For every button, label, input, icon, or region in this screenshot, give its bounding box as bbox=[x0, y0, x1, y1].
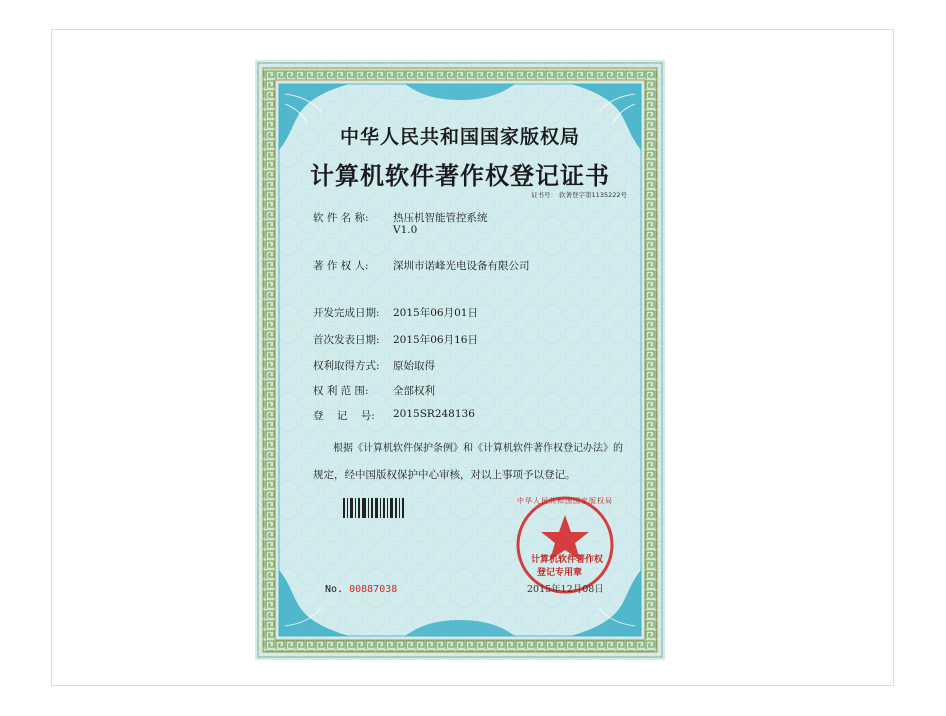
field-value-version: V1.0 bbox=[393, 224, 418, 236]
copyright-certificate bbox=[255, 60, 665, 660]
field-label-owner: 著 作 权 人: bbox=[313, 260, 369, 272]
field-label-publish-date: 首次发表日期: bbox=[313, 334, 380, 346]
field-label-registration-number: 登 记 号: bbox=[313, 410, 375, 422]
field-value-completion-date: 2015年06月01日 bbox=[393, 307, 478, 319]
field-label-scope: 权 利 范 围: bbox=[313, 385, 369, 397]
field-value-owner: 深圳市诺峰光电设备有限公司 bbox=[393, 260, 530, 272]
serial-number bbox=[325, 584, 397, 595]
seal-line-1: 计算机软件著作权 bbox=[531, 555, 604, 565]
field-label-acquisition: 权利取得方式: bbox=[313, 360, 380, 372]
serial-value: 00887038 bbox=[349, 584, 398, 595]
certificate-number: 证书号： 软著登字第1135222号 bbox=[530, 191, 627, 199]
field-value-acquisition: 原始取得 bbox=[393, 360, 435, 372]
seal-ring-text: 中华人民共和国国家版权局 bbox=[517, 497, 613, 505]
body-text-line-1: 根据《计算机软件保护条例》和《计算机软件著作权登记办法》的 bbox=[333, 443, 623, 454]
field-label-software-name: 软 件 名 称: bbox=[313, 212, 369, 224]
field-label-completion-date: 开发完成日期: bbox=[313, 307, 380, 319]
field-value-registration-number: 2015SR248136 bbox=[393, 408, 475, 420]
issue-date: 2015年12月08日 bbox=[527, 584, 604, 595]
body-text-line-2: 规定，经中国版权保护中心审核，对以上事项予以登记。 bbox=[313, 469, 576, 481]
field-value-software-name: 热压机智能管控系统 bbox=[393, 212, 488, 224]
serial-prefix: No. bbox=[325, 584, 344, 595]
authority-name: 中华人民共和国国家版权局 bbox=[339, 126, 580, 148]
field-value-publish-date: 2015年06月16日 bbox=[393, 334, 478, 346]
certificate-title: 计算机软件著作权登记证书 bbox=[310, 161, 610, 190]
field-value-scope: 全部权利 bbox=[393, 385, 435, 397]
seal-line-2: 登记专用章 bbox=[537, 568, 583, 578]
